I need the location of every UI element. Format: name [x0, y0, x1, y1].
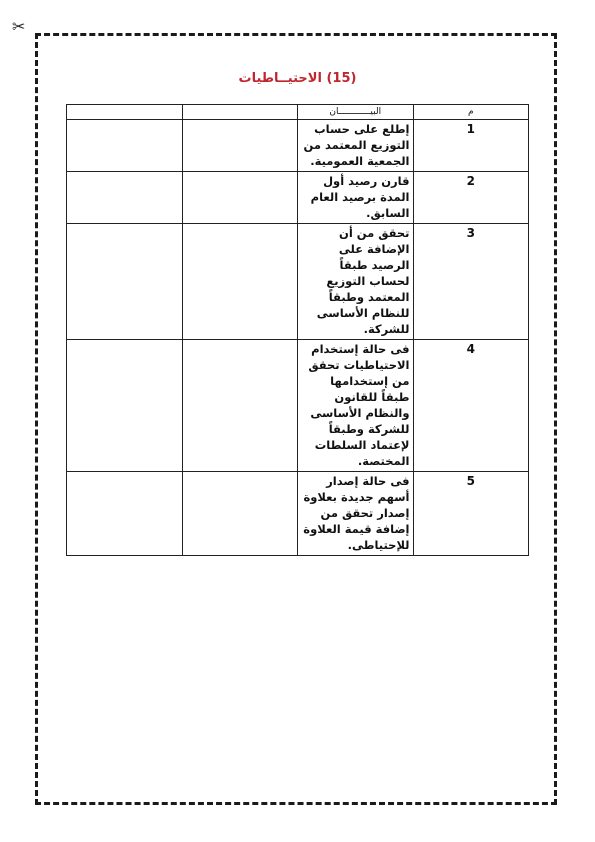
header-blank-1 — [182, 105, 298, 120]
scissors-icon: ✂ — [12, 17, 26, 36]
row-statement: فى حالة إستخدام الاحتياطيات تحقق من إستخدامها طبقاً للقانون والنظام الأساسى للشركة وطبقاً لإعتماد السلطات المختصة. — [298, 340, 414, 472]
row-answer-cell — [182, 224, 298, 340]
row-statement: فى حالة إصدار أسهم جديدة بعلاوة إصدار تحقق من إضافة قيمة العلاوة للإحتياطى. — [298, 472, 414, 556]
row-number: 3 — [413, 224, 529, 340]
row-answer-cell — [67, 340, 183, 472]
row-number: 2 — [413, 172, 529, 224]
row-number: 5 — [413, 472, 529, 556]
row-answer-cell — [67, 120, 183, 172]
header-num: م — [413, 105, 529, 120]
table-row — [67, 340, 529, 472]
row-answer-cell — [182, 120, 298, 172]
row-statement: إطلع على حساب التوزيع المعتمد من الجمعية العمومية. — [298, 120, 414, 172]
row-statement: قارن رصيد أول المدة برصيد العام السابق. — [298, 172, 414, 224]
table-row — [67, 172, 529, 224]
row-statement: تحقق من أن الإضافة على الرصيد طبقاً لحساب التوزيع المعتمد وطبقاً للنظام الأساسى للشركة. — [298, 224, 414, 340]
header-statement: البيــــــــــــان — [298, 105, 414, 120]
row-answer-cell — [67, 472, 183, 556]
row-answer-cell — [182, 172, 298, 224]
row-answer-cell — [182, 472, 298, 556]
row-number: 1 — [413, 120, 529, 172]
row-answer-cell — [182, 340, 298, 472]
table-row — [67, 224, 529, 340]
table-header-row — [67, 105, 529, 120]
table-row — [67, 472, 529, 556]
row-number: 4 — [413, 340, 529, 472]
page-title: (15) الاحتيــاطيات — [238, 71, 357, 86]
header-blank-2 — [67, 105, 183, 120]
table-row — [67, 120, 529, 172]
row-answer-cell — [67, 224, 183, 340]
checklist-table — [66, 104, 529, 556]
row-answer-cell — [67, 172, 183, 224]
